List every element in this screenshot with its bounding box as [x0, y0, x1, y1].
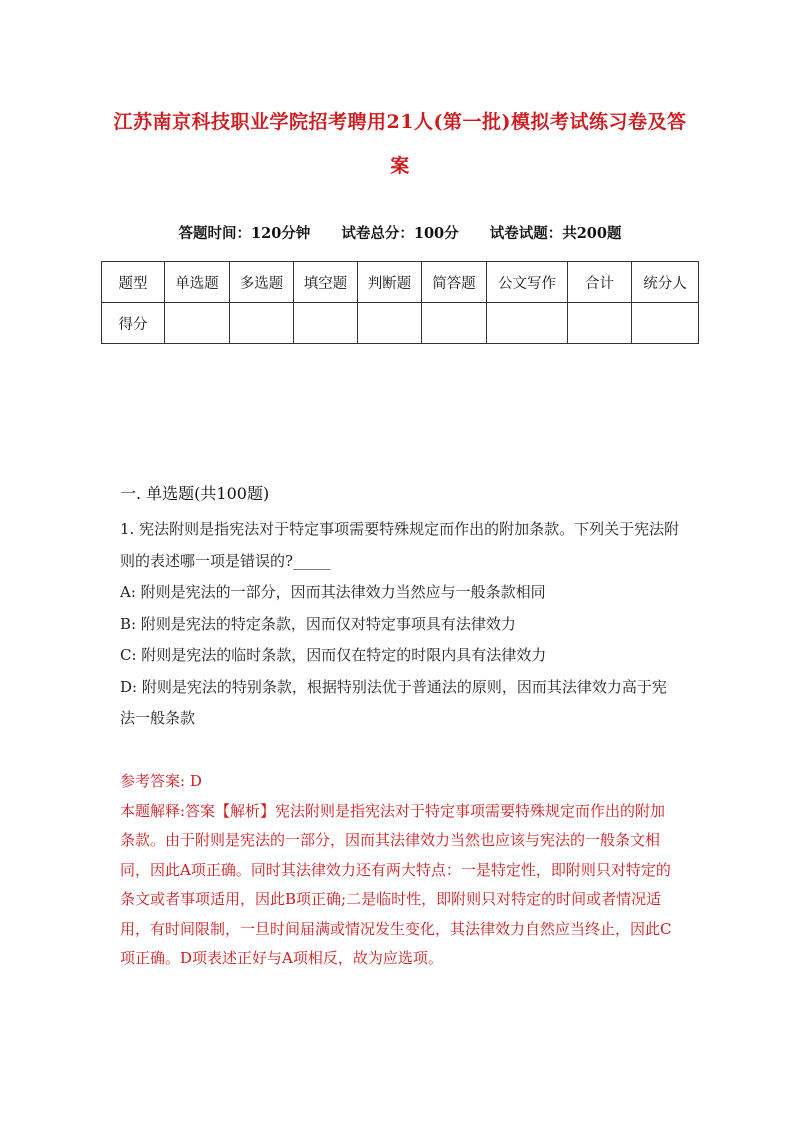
answer-block [120, 767, 680, 974]
score-table [101, 261, 699, 344]
score-table-header: 统分人 [632, 262, 699, 303]
score-table-header: 公文写作 [487, 262, 568, 303]
question-block [120, 514, 680, 735]
option-c: C: 附则是宪法的临时条款，因而仅在特定的时限内具有法律效力 [120, 646, 547, 664]
option-a: A: 附则是宪法的一部分，因而其法律效力当然应与一般条款相同 [120, 583, 546, 601]
exam-question-count: 试卷试题：共200题 [489, 225, 622, 242]
question-stem: 1. 宪法附则是指宪法对于特定事项需要特殊规定而作出的附加条款。下列关于宪法附则的表述哪一项是错误的?_____ [120, 520, 680, 570]
score-cell [358, 303, 422, 344]
score-table-header: 合计 [568, 262, 632, 303]
score-table-header: 填空题 [294, 262, 358, 303]
score-table-header: 题型 [102, 262, 165, 303]
score-cell [422, 303, 487, 344]
score-table-score-row [102, 303, 699, 344]
score-table-header: 判断题 [358, 262, 422, 303]
exam-meta [100, 222, 700, 243]
score-table-header: 多选题 [230, 262, 294, 303]
option-d: D: 附则是宪法的特别条款，根据特别法优于普通法的原则，因而其法律效力高于宪法一般条款 [120, 677, 667, 727]
score-cell [294, 303, 358, 344]
option-b: B: 附则是宪法的特定条款，因而仅对特定事项具有法律效力 [120, 614, 516, 633]
document-title: 江苏南京科技职业学院招考聘用21人(第一批)模拟考试练习卷及答案 [113, 111, 687, 177]
score-cell [487, 303, 568, 344]
score-table-header-row [102, 262, 699, 303]
score-cell [230, 303, 294, 344]
exam-total-score: 试卷总分：100分 [341, 225, 459, 242]
section-heading: 一. 单选题(共100题) [120, 484, 270, 503]
score-cell [568, 303, 632, 344]
score-row-label: 得分 [102, 303, 165, 344]
score-table-header: 单选题 [165, 262, 230, 303]
score-table-header: 简答题 [422, 262, 487, 303]
score-cell [165, 303, 230, 344]
score-cell [632, 303, 699, 344]
reference-answer: 参考答案: D [120, 772, 202, 790]
exam-time: 答题时间：120分钟 [178, 225, 311, 242]
answer-explanation: 本题解释:答案【解析】宪法附则是指宪法对于特定事项需要特殊规定而作出的附加条款。由于附则是宪法的一部分，因而其法律效力当然也应该与宪法的一般条文相同，因此A项正确。同时其法律效力还有两大特点：一是特定性，即附则只对特定的条文或者事项适用，因此B项正确;二是临时性，即附则只对特定的时间或者情况适用，有时间限制，一旦时间届满或情况发生变化，其法律效力自然应当终止，因此C项正确。D项表述正好与A项相反，故为应选项。 [120, 801, 672, 967]
